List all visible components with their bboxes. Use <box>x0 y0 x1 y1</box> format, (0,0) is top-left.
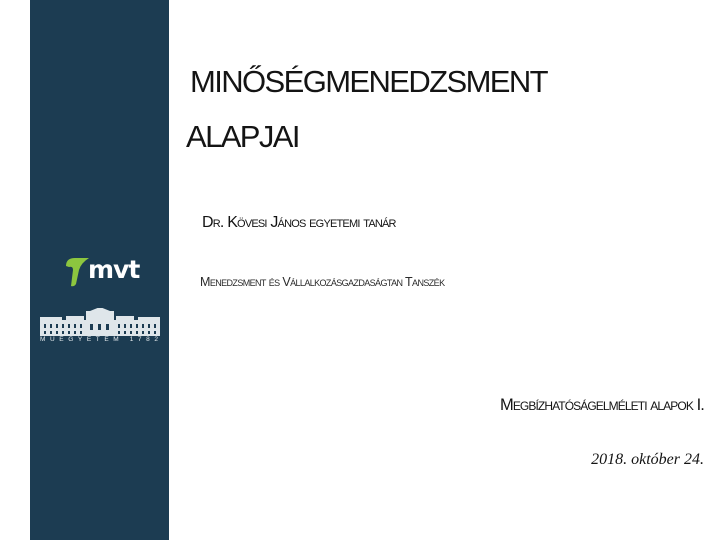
university-caption: MŰEGYETEM 1782 <box>40 336 163 343</box>
author-line: Dr. Kövesi János egyetemi tanár <box>202 214 396 231</box>
university-building-icon <box>40 308 160 338</box>
slide-title-line1: MINŐSÉGMENEDZSMENT <box>190 64 547 99</box>
slide-title-line2: ALAPJAI <box>186 119 299 154</box>
logo-text: mvt <box>88 255 140 284</box>
presentation-date: 2018. október 24. <box>591 451 704 468</box>
course-title: Megbízhatóságelméleti alapok I. <box>499 396 704 414</box>
department-line: Menedzsment és Vállalkozásgazdaságtan Tanszék <box>200 275 445 289</box>
mvt-logo <box>62 254 146 288</box>
